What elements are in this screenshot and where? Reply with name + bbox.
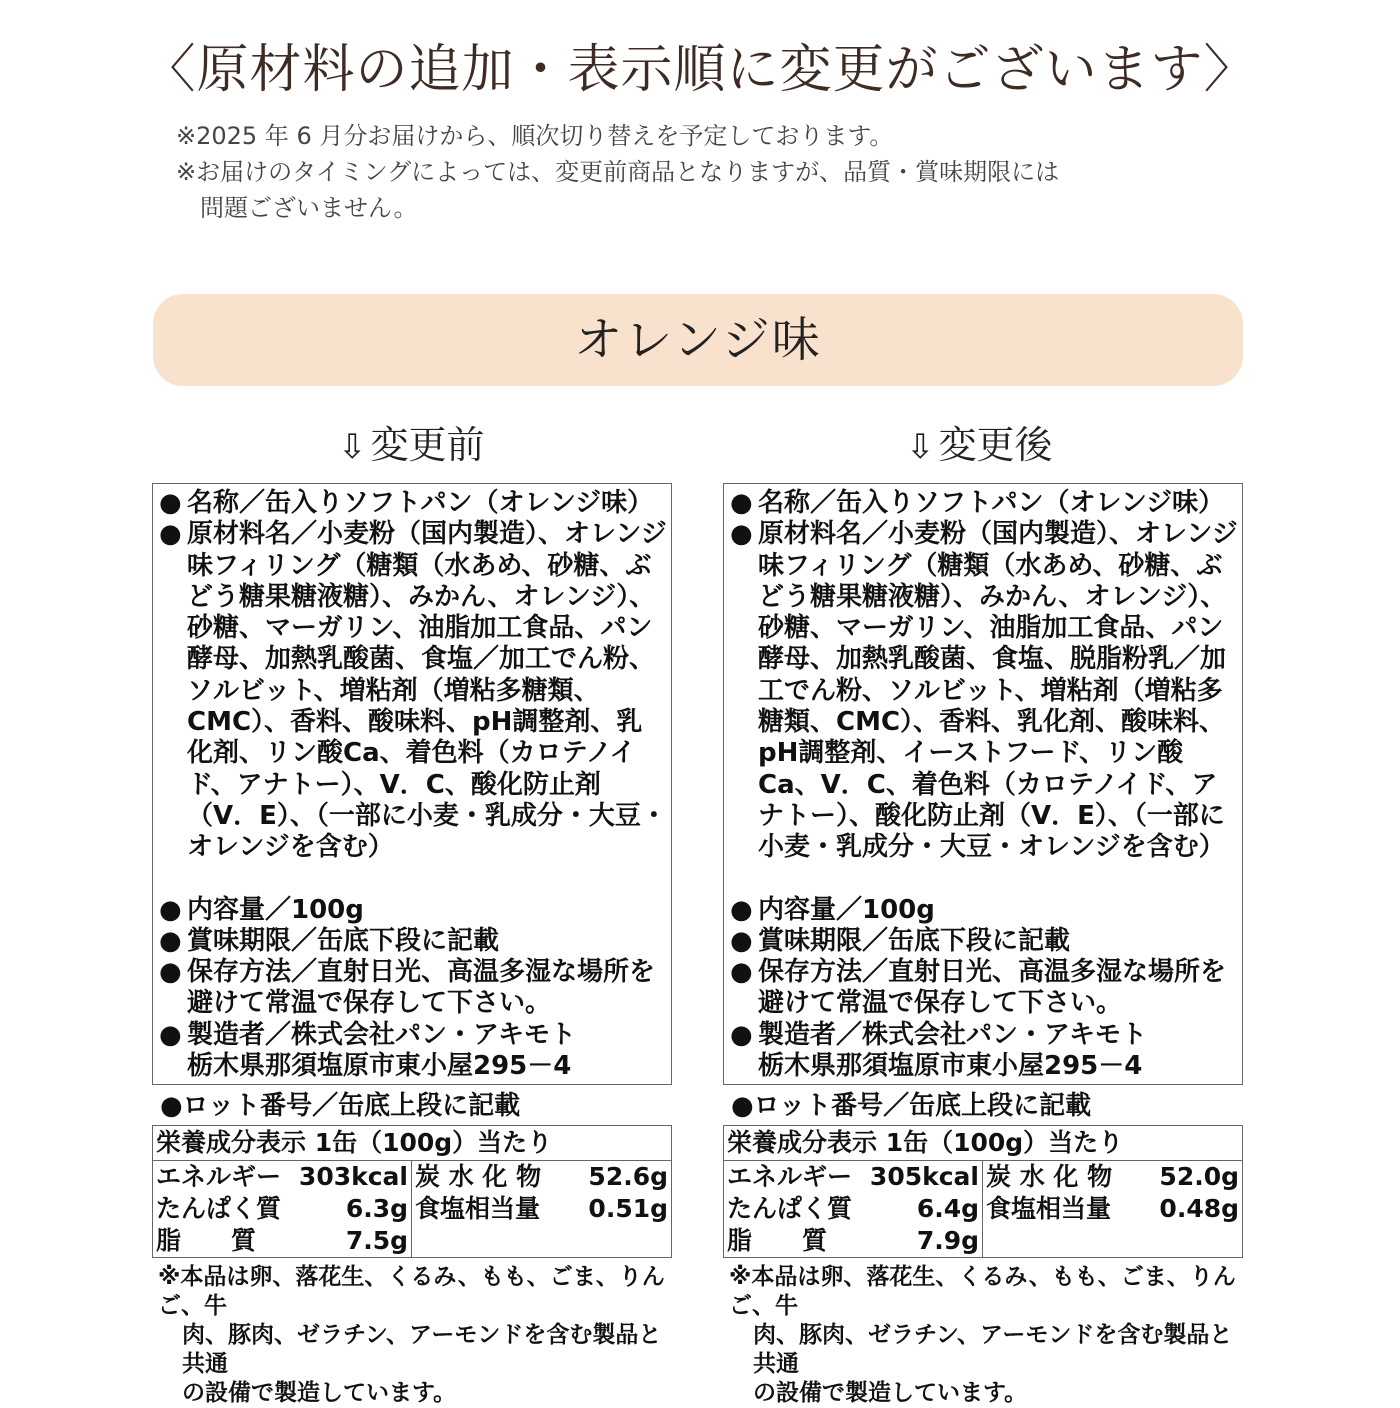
change-notes xyxy=(176,118,1059,226)
nutrition-row: 食塩相当量 0.48g xyxy=(986,1194,1239,1223)
bullet-icon: ● xyxy=(730,519,753,550)
label-item-ingredients: ● 原材料名／小麦粉（国内製造）、オレンジ味フィリング（糖類（水あめ、砂糖、ぶどう糖果糖液糖）、みかん、オレンジ）、砂糖、マーガリン、油脂加工食品、パン酵母、加熱乳酸菌、食塩、脱脂粉乳／加工でん粉、ソルビット、増粘剤（増粘多糖類、CMC）、香料、乳化剤、酸味料、pH調整剤、イーストフード、リン酸Ca、V．C、着色料（カロテノイド、アナトー）、酸化防止剤（V．E）、（一部に小麦・乳成分・大豆・オレンジを含む） xyxy=(730,519,1238,863)
label-item-name: ● 名称／缶入りソフトパン（オレンジ味） xyxy=(159,488,654,518)
note-line: ※2025 年 6 月分お届けから、順次切り替えを予定しております。 xyxy=(176,122,894,150)
label-item-content: ● 内容量／100g xyxy=(730,894,935,925)
before-nutrition-table xyxy=(152,1125,672,1258)
label-item-content: ● 内容量／100g xyxy=(159,894,364,925)
before-column-title xyxy=(338,420,485,472)
after-label-box xyxy=(723,483,1243,1085)
nutrition-row: 炭 水 化 物 52.6g xyxy=(415,1162,668,1191)
down-arrow-icon: ⇩ xyxy=(906,427,935,467)
nutrition-row: 食塩相当量 0.51g xyxy=(415,1194,668,1223)
bullet-icon: ● xyxy=(159,894,182,925)
bullet-icon: ● xyxy=(730,1019,753,1050)
label-item-address: 栃木県那須塩原市東小屋295－4 xyxy=(187,1051,572,1082)
bullet-icon: ● xyxy=(730,894,753,925)
label-item-storage: ● 保存方法／直射日光、高温多湿な場所を避けて常温で保存して下さい。 xyxy=(730,957,1227,1019)
bullet-icon: ● xyxy=(159,957,182,988)
bullet-icon: ● xyxy=(159,519,182,550)
label-item-best-before: ● 賞味期限／缶底下段に記載 xyxy=(730,925,1071,956)
flavor-banner: オレンジ味 xyxy=(153,294,1243,386)
bullet-icon: ● xyxy=(730,488,753,518)
nutrition-row: 炭 水 化 物 52.0g xyxy=(986,1162,1239,1191)
bullet-icon: ● xyxy=(730,925,753,956)
label-item-name: ● 名称／缶入りソフトパン（オレンジ味） xyxy=(730,488,1225,518)
label-item-storage: ● 保存方法／直射日光、高温多湿な場所を避けて常温で保存して下さい。 xyxy=(159,957,656,1019)
after-lot-number: ●ロット番号／缶底上段に記載 xyxy=(731,1091,1092,1121)
after-column-title xyxy=(906,420,1053,472)
after-allergy-note: ※本品は卵、落花生、くるみ、もも、ごま、りんご、牛 肉、豚肉、ゼラチン、アーモンドを含む製品と共通 の設備で製造しています。 xyxy=(729,1264,1236,1406)
bullet-icon: ● xyxy=(159,925,182,956)
before-title-text: 変更前 xyxy=(370,423,485,467)
nutrition-row: エネルギー 305kcal xyxy=(727,1162,979,1191)
before-lot-number: ●ロット番号／缶底上段に記載 xyxy=(160,1091,521,1121)
bullet-icon: ● xyxy=(730,957,753,988)
label-item-address: 栃木県那須塩原市東小屋295－4 xyxy=(758,1051,1143,1082)
before-allergy-note: ※本品は卵、落花生、くるみ、もも、ごま、りんご、牛 肉、豚肉、ゼラチン、アーモンドを含む製品と共通 の設備で製造しています。 xyxy=(158,1264,665,1406)
nutrition-header: 栄養成分表示 1缶（100g）当たり xyxy=(153,1126,672,1161)
nutrition-row: たんぱく質 6.4g xyxy=(727,1194,979,1223)
label-item-ingredients: ● 原材料名／小麦粉（国内製造）、オレンジ味フィリング（糖類（水あめ、砂糖、ぶどう糖果糖液糖）、みかん、オレンジ）、砂糖、マーガリン、油脂加工食品、パン酵母、加熱乳酸菌、食塩／加工でん粉、ソルビット、増粘剤（増粘多糖類、CMC）、香料、酸味料、pH調整剤、乳化剤、リン酸Ca、着色料（カロテノイド、アナトー）、V．C、酸化防止剤（V．E）、（一部に小麦・乳成分・大豆・オレンジを含む） xyxy=(159,519,667,863)
after-nutrition-table xyxy=(723,1125,1243,1258)
after-title-text: 変更後 xyxy=(938,423,1053,467)
down-arrow-icon: ⇩ xyxy=(338,427,367,467)
nutrition-row: たんぱく質 6.3g xyxy=(156,1194,408,1223)
label-item-maker: ● 製造者／株式会社パン・アキモト xyxy=(159,1019,576,1050)
label-item-maker: ● 製造者／株式会社パン・アキモト xyxy=(730,1019,1147,1050)
note-line: 問題ございません。 xyxy=(200,194,418,222)
before-label-box xyxy=(152,483,672,1085)
nutrition-header: 栄養成分表示 1缶（100g）当たり xyxy=(724,1126,1243,1161)
label-item-best-before: ● 賞味期限／缶底下段に記載 xyxy=(159,925,500,956)
note-line: ※お届けのタイミングによっては、変更前商品となりますが、品質・賞味期限には xyxy=(176,158,1060,186)
nutrition-row: 脂 質 7.9g xyxy=(727,1226,979,1255)
notice-headline: 〈原材料の追加・表示順に変更がございます〉 xyxy=(143,40,1257,100)
bullet-icon: ● xyxy=(159,1019,182,1050)
nutrition-row: エネルギー 303kcal xyxy=(156,1162,408,1191)
bullet-icon: ● xyxy=(159,488,182,518)
nutrition-row: 脂 質 7.5g xyxy=(156,1226,408,1255)
